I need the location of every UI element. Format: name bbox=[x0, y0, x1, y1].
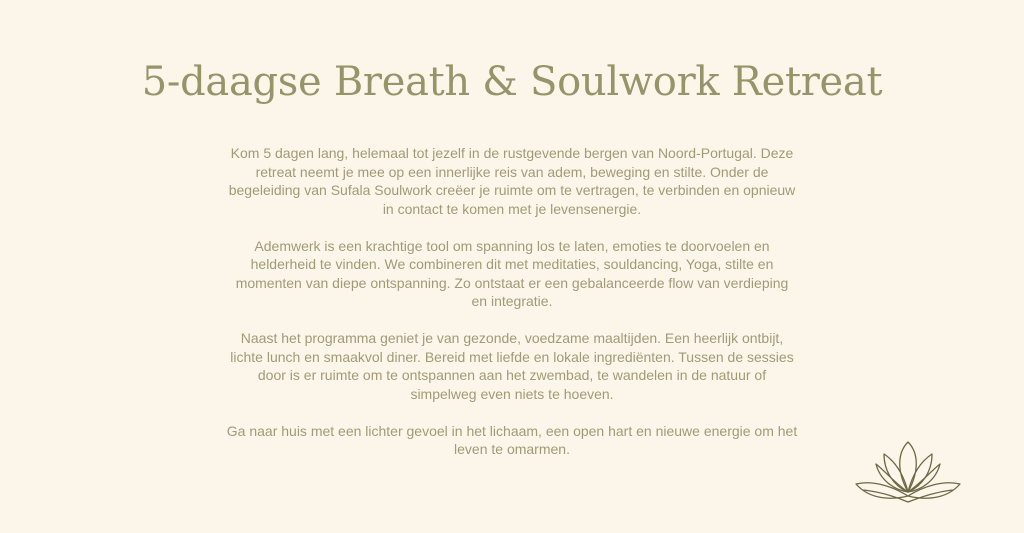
retreat-description bbox=[226, 144, 798, 477]
paragraph-breathwork: Ademwerk is een krachtige tool om spanning los te laten, emoties te doorvoelen en helderheid te vinden. We combineren dit met meditaties, souldancing, Yoga, stilte en momenten van diepe ontspanning. Zo ontstaat er een gebalanceerde flow van verdieping en integratie. bbox=[235, 237, 789, 309]
page-title: 5-daagse Breath & Soulwork Retreat bbox=[141, 59, 883, 105]
paragraph-closing: Ga naar huis met een lichter gevoel in het lichaam, een open hart en nieuwe energie om het leven te omarmen. bbox=[226, 422, 798, 457]
paragraph-intro: Kom 5 dagen lang, helemaal tot jezelf in de rustgevende bergen van Noord-Portugal. Deze retreat neemt je mee op een innerlijke reis van adem, beweging en stilte. Onder de begeleiding van Sufala Soulwork creëer je ruimte om te vertragen, te verbinden en opnieuw in contact te komen met je levensenergie. bbox=[228, 145, 796, 217]
paragraph-program: Naast het programma geniet je van gezonde, voedzame maaltijden. Een heerlijk ontbijt, lichte lunch en smaakvol diner. Bereid met liefde en lokale ingrediënten. Tussen de sessies door is er ruimte om te ontspannen aan het zwembad, te wandelen in de natuur of simpelweg even niets te hoeven. bbox=[230, 330, 794, 402]
lotus-icon bbox=[854, 440, 962, 504]
